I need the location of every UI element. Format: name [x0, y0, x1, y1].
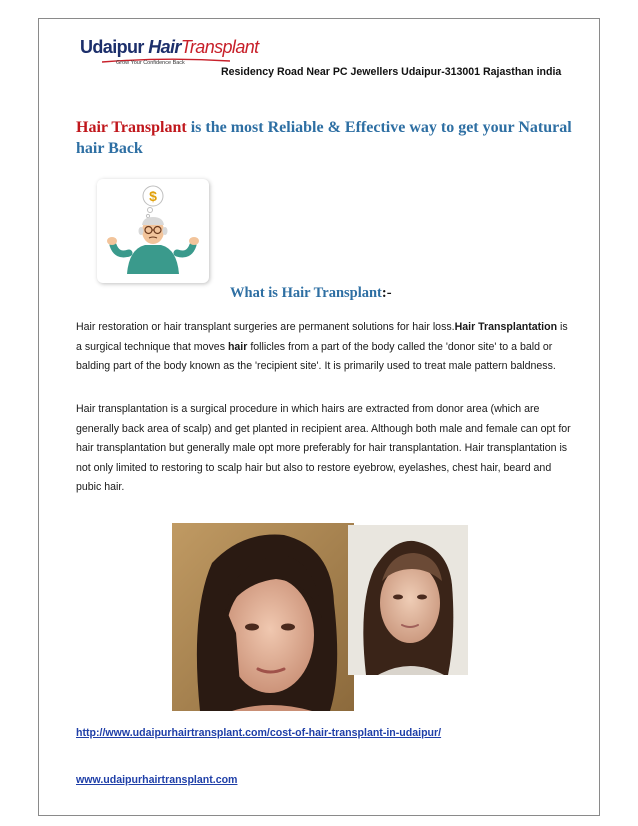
- headline-highlight: Hair Transplant: [76, 119, 187, 136]
- p1-bold-1: Hair Transplantation: [454, 321, 558, 333]
- page-headline: [76, 117, 576, 159]
- dollar-symbol: $: [149, 188, 157, 204]
- thinking-man-icon: [97, 179, 209, 283]
- section-title: [230, 285, 392, 302]
- paragraph-procedure: Hair transplantation is a surgical procedure in which hairs are extracted from donor area (which are generally back area of scalp) and get planted in recipient area. Although both male and female can opt for hair transplantation but generally male opt more preferably for hair transplantation. Hair transplantation is not only limited to restoring to scalp hair but also to restore eyebrow, eyelashes, chest hair, beard and pubic hair.: [76, 403, 571, 494]
- paragraph-definition: [76, 318, 571, 377]
- p1-bold-2: hair: [227, 340, 248, 353]
- p1-text-1: Hair restoration or hair transplant surgeries are permanent solutions for hair loss.: [76, 321, 455, 333]
- section-title-suffix: :-: [381, 285, 392, 301]
- logo-text: [80, 37, 259, 58]
- logo-word-transplant: Transplant: [180, 37, 259, 57]
- section-title-text: What is Hair Transplant: [230, 285, 382, 301]
- header-address: Residency Road Near PC Jewellers Udaipur-313001 Rajasthan india: [221, 66, 562, 78]
- before-photo: [348, 525, 468, 675]
- p1-text-3: follicles from a part of the body called the 'donor site' to a bald or balding part of the body known as the 'recipient site'. It is primarily used to treat male pattern baldness.: [76, 340, 556, 373]
- logo-tagline: Grow Your Confidence Back: [116, 60, 185, 66]
- p1-text-2: is a surgical technique that moves: [76, 321, 568, 353]
- headline-rest: is the most Reliable & Effective way to get your Natural hair Back: [76, 119, 572, 157]
- cost-page-link[interactable]: http://www.udaipurhairtransplant.com/cost-of-hair-transplant-in-udaipur/: [76, 727, 442, 739]
- logo-word-hair: Hair: [148, 37, 181, 57]
- woman-before-photo-icon: [348, 525, 468, 675]
- after-photo: [172, 523, 354, 711]
- woman-after-photo-icon: [172, 523, 354, 711]
- logo[interactable]: [80, 37, 259, 71]
- logo-word-udaipur: Udaipur: [80, 37, 149, 57]
- thinking-man-illustration: [97, 179, 209, 283]
- footer-website-link[interactable]: www.udaipurhairtransplant.com: [76, 774, 238, 786]
